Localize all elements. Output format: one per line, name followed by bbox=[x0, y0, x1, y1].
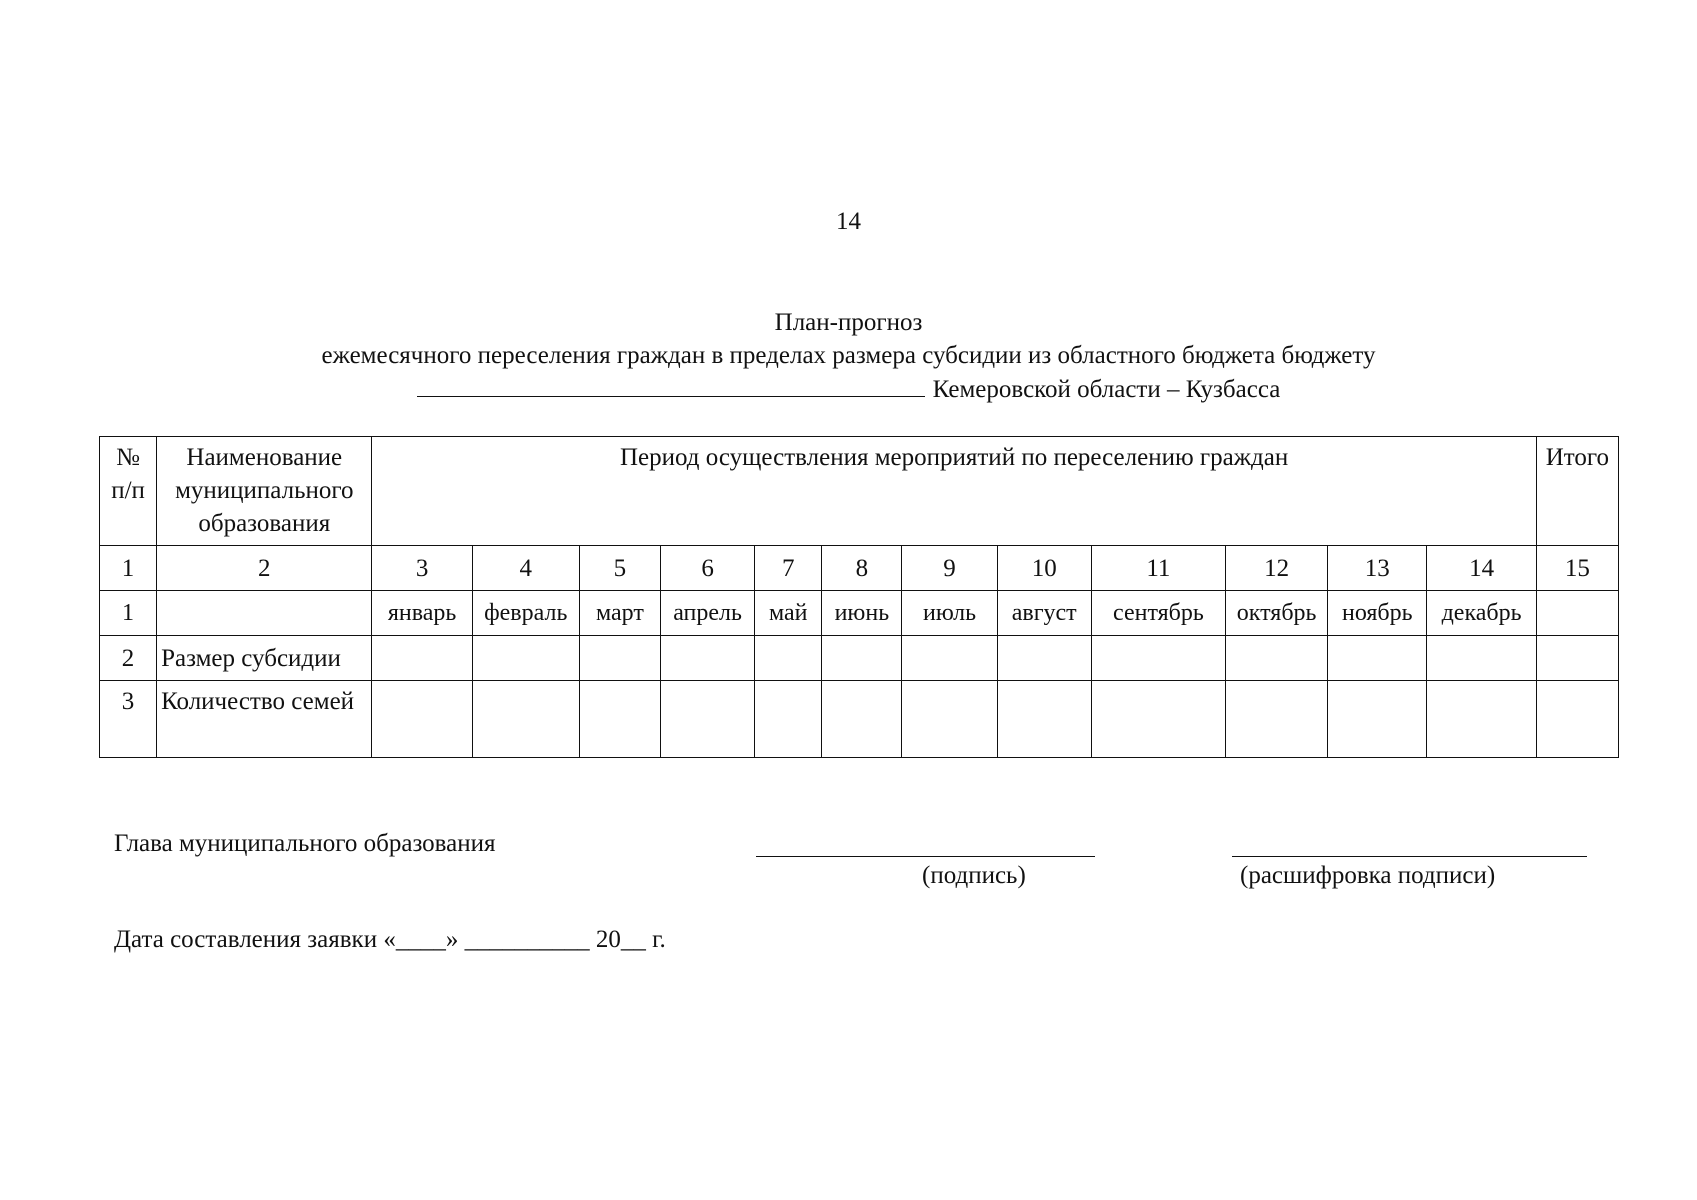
column-number: 4 bbox=[472, 546, 579, 591]
data-cell bbox=[1091, 681, 1225, 758]
month-cell: август bbox=[997, 591, 1091, 636]
column-number: 6 bbox=[661, 546, 755, 591]
table-row bbox=[100, 681, 1619, 758]
column-number: 15 bbox=[1536, 546, 1618, 591]
data-cell bbox=[1427, 636, 1536, 681]
month-cell: декабрь bbox=[1427, 591, 1536, 636]
signature-line bbox=[756, 856, 1095, 857]
data-cell bbox=[1536, 681, 1618, 758]
month-cell: июль bbox=[902, 591, 997, 636]
row-number: 1 bbox=[100, 591, 157, 636]
decoding-caption: (расшифровка подписи) bbox=[1240, 862, 1496, 889]
data-cell bbox=[472, 636, 579, 681]
row-number: 3 bbox=[100, 681, 157, 758]
data-cell bbox=[902, 636, 997, 681]
data-cell bbox=[822, 681, 902, 758]
row-number: 2 bbox=[100, 636, 157, 681]
column-number: 13 bbox=[1328, 546, 1427, 591]
decoding-line bbox=[1232, 856, 1587, 857]
date-label: Дата составления заявки «____» __________ 20__ г. bbox=[114, 926, 666, 953]
empty-cell bbox=[157, 591, 372, 636]
empty-cell bbox=[1536, 591, 1618, 636]
column-numbers-row bbox=[100, 546, 1619, 591]
row-label: Количество семей bbox=[157, 681, 372, 758]
document-title bbox=[0, 306, 1697, 406]
title-line-1: План-прогноз bbox=[774, 309, 923, 336]
head-label: Глава муниципального образования bbox=[114, 830, 496, 857]
data-cell bbox=[1091, 636, 1225, 681]
month-cell: апрель bbox=[661, 591, 755, 636]
table-header-row bbox=[100, 437, 1619, 546]
header-num: № п/п bbox=[100, 437, 157, 546]
month-cell: февраль bbox=[472, 591, 579, 636]
title-line-3 bbox=[0, 372, 1697, 406]
column-number: 3 bbox=[372, 546, 472, 591]
data-cell bbox=[755, 636, 822, 681]
month-cell: октябрь bbox=[1226, 591, 1328, 636]
data-cell bbox=[1328, 681, 1427, 758]
data-cell bbox=[902, 681, 997, 758]
column-number: 12 bbox=[1226, 546, 1328, 591]
data-cell bbox=[372, 681, 472, 758]
data-cell bbox=[372, 636, 472, 681]
data-cell bbox=[1536, 636, 1618, 681]
data-cell bbox=[822, 636, 902, 681]
title-line-2: ежемесячного переселения граждан в пределах размера субсидии из областного бюджета бюджету bbox=[321, 342, 1376, 369]
month-cell: май bbox=[755, 591, 822, 636]
table-row bbox=[100, 636, 1619, 681]
data-cell bbox=[579, 681, 660, 758]
column-number: 11 bbox=[1091, 546, 1225, 591]
column-number: 9 bbox=[902, 546, 997, 591]
column-number: 1 bbox=[100, 546, 157, 591]
data-cell bbox=[997, 681, 1091, 758]
data-cell bbox=[1328, 636, 1427, 681]
months-row bbox=[100, 591, 1619, 636]
data-cell bbox=[661, 636, 755, 681]
row-label: Размер субсидии bbox=[157, 636, 372, 681]
data-cell bbox=[1427, 681, 1536, 758]
column-number: 8 bbox=[822, 546, 902, 591]
header-period: Период осуществления мероприятий по переселению граждан bbox=[372, 437, 1536, 546]
signature-caption: (подпись) bbox=[922, 862, 1026, 889]
month-cell: сентябрь bbox=[1091, 591, 1225, 636]
month-cell: март bbox=[579, 591, 660, 636]
month-cell: январь bbox=[372, 591, 472, 636]
municipality-blank-line bbox=[417, 372, 925, 397]
data-cell bbox=[661, 681, 755, 758]
month-cell: ноябрь bbox=[1328, 591, 1427, 636]
month-cell: июнь bbox=[822, 591, 902, 636]
column-number: 14 bbox=[1427, 546, 1536, 591]
data-cell bbox=[1226, 636, 1328, 681]
data-cell bbox=[579, 636, 660, 681]
column-number: 5 bbox=[579, 546, 660, 591]
title-line-3-text: Кемеровской области – Кузбасса bbox=[932, 376, 1281, 403]
plan-table bbox=[99, 436, 1619, 758]
data-cell bbox=[755, 681, 822, 758]
data-cell bbox=[472, 681, 579, 758]
column-number: 7 bbox=[755, 546, 822, 591]
page-number: 14 bbox=[836, 208, 861, 235]
data-cell bbox=[1226, 681, 1328, 758]
header-name: Наименование муниципального образования bbox=[157, 437, 372, 546]
data-cell bbox=[997, 636, 1091, 681]
column-number: 10 bbox=[997, 546, 1091, 591]
column-number: 2 bbox=[157, 546, 372, 591]
header-total: Итого bbox=[1536, 437, 1618, 546]
